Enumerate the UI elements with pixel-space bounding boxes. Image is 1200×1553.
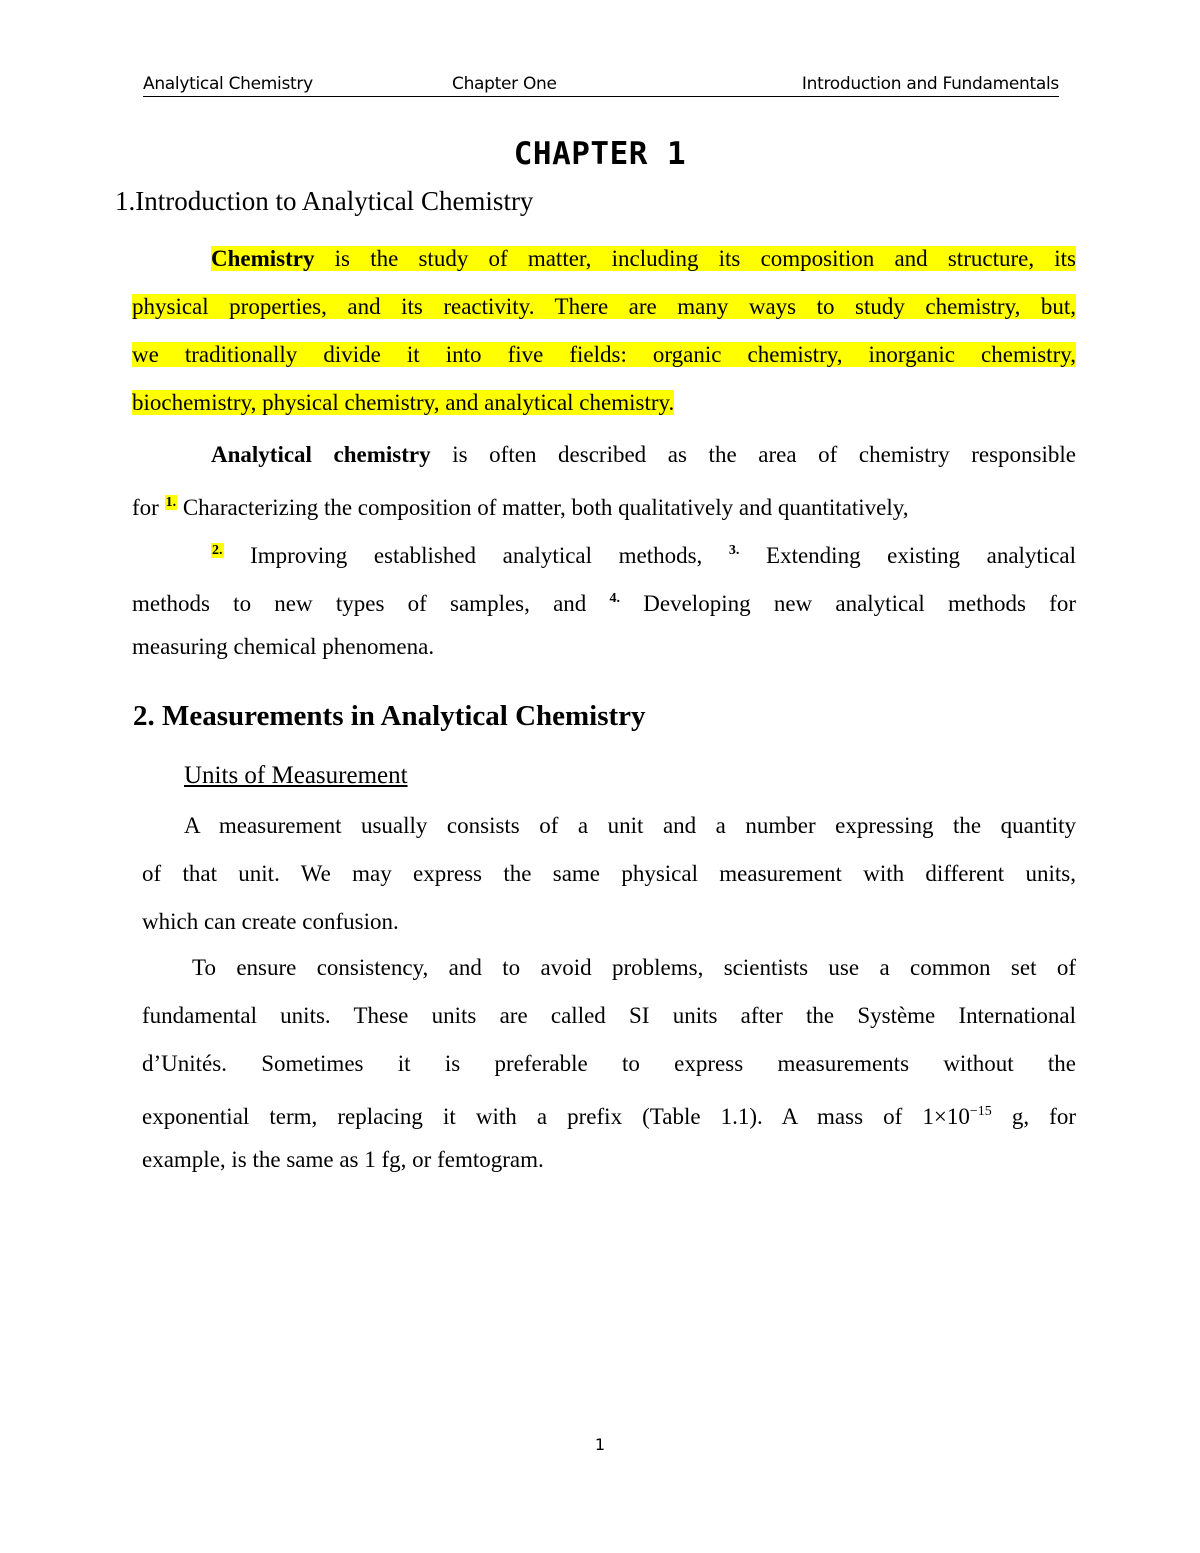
page-number: 1 — [594, 1435, 606, 1454]
paragraph-measurement: A measurement usually consists of a unit and a number expressing the quantity of that unit. We may express the same physical measurement with different units, which can create confusion. — [142, 813, 1076, 934]
section-2-title: 2. Measurements in Analytical Chemistry — [133, 700, 646, 732]
subsection-title: Units of Measurement — [184, 762, 408, 789]
list-number-3: 3. — [728, 543, 740, 558]
list-number-4: 4. — [609, 591, 621, 606]
exponent: −15 — [969, 1104, 992, 1119]
chapter-title: CHAPTER 1 — [513, 136, 687, 172]
paragraph-analytical-chemistry: Analytical chemistry is often described as the area of chemistry responsible for $^{1.}$ Characterizing the composition of matter, both qualitatively and quantitatively, $^{2.}$ Improving established analytical methods, $^{3.}$ Extending existing analytical methods to new types of samples, and $^{4.}$ Developing new analytical methods for measuring chemical phenomena. — [132, 442, 1077, 659]
running-header — [143, 72, 1059, 97]
term-analytical-chemistry: Analytical chemistry — [211, 442, 431, 467]
header-left: Analytical Chemistry — [143, 74, 313, 94]
section-1-title: 1.Introduction to Analytical Chemistry — [115, 186, 534, 216]
list-number-1: 1. — [165, 495, 177, 510]
paragraph-chemistry: Chemistry is the study of matter, including its composition and structure, its physical properties, and its reactivity. There are many ways to study chemistry, but, we traditionally divide it into five fields: organic chemistry, inorganic chemistry, biochemistry, physical chemistry, and analytical chemistry. — [132, 246, 1076, 415]
header-right: Introduction and Fundamentals — [801, 74, 1059, 94]
header-center: Chapter One — [452, 74, 557, 94]
list-number-2: 2. — [212, 543, 223, 558]
term-chemistry: Chemistry — [211, 246, 315, 271]
paragraph-si-units: To ensure consistency, and to avoid problems, scientists use a common set of fundamental units. These units are called SI units after the Système International d’Unités. Sometimes it is preferable to express measurements without the exponential term, replacing it with a prefix (Table 1.1). A mass of $1\times 10^{-15}$ g, for example, is the same as 1 fg, or femtogram. — [142, 955, 1076, 1172]
